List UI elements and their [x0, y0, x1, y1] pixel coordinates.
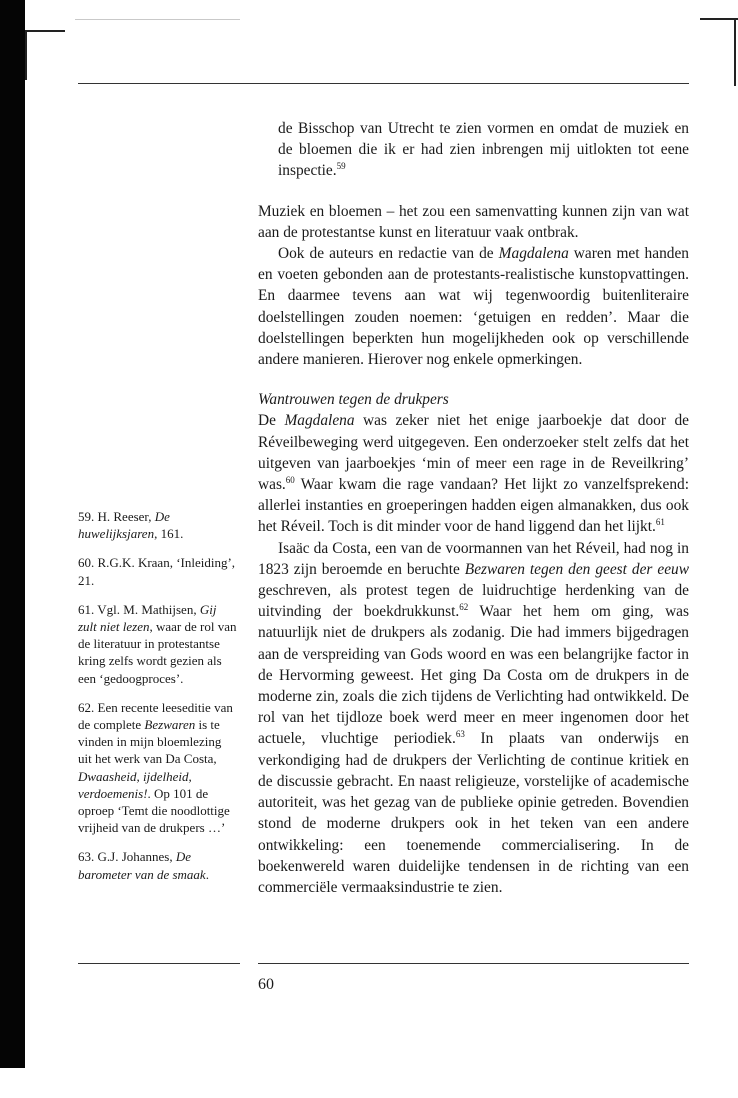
paragraph-muziek: Muziek en bloemen – het zou een samenvatting kunnen zijn van wat aan de protestantse kunst en literatuur vaak ontbrak. — [258, 202, 689, 241]
margin-footnotes — [78, 508, 238, 895]
footnote-63: 63. G.J. Johannes, De barometer van de smaak. — [78, 849, 209, 882]
faint-top-line — [75, 19, 240, 20]
block-quote: de Bisschop van Utrecht te zien vormen en omdat de muziek en de bloemen die ik er had zien inbrengen mij uitlokten tot eene inspectie.$^{59}$ — [278, 120, 689, 180]
scan-black-edge — [0, 0, 25, 1068]
footnote-59: 59. H. Reeser, De huwelijksjaren, 161. — [78, 509, 184, 542]
footnote-ref-63: 63 — [455, 729, 465, 740]
footnote-ref-62: 62 — [459, 602, 469, 613]
main-text-column — [258, 118, 689, 898]
footnote-61: 61. Vgl. M. Mathijsen, Gij zult niet lezen, waar de rol van de literatuur in protestantse kring zelfs wordt gezien als een ‘gedoogproces’. — [78, 601, 237, 686]
footnote-ref-60: 60 — [285, 474, 295, 485]
footer-rule-right — [258, 963, 689, 964]
paragraph-magdalena: De Magdalena was zeker niet het enige jaarboekje dat door de Réveilbeweging werd uitgegeven. Een onderzoeker stelt zelfs dat het uitgeven van jaarboekjes ‘min of meer een rage in de Reveilkring’ was.$^{60}$ Waar kwam die rage vandaan? Het lijkt zo vanzelfsprekend: allerlei instanties en groeperingen hadden eigen almanakken, dus ook het Réveil. Toch is dit minder voor de hand liggend dan het lijkt.$^{61}$ — [258, 412, 689, 536]
footnote-60: 60. R.G.K. Kraan, ‘Inleiding’, 21. — [78, 555, 236, 588]
footnote-62: 62. Een recente leeseditie van de complete Bezwaren is te vinden in mijn bloemlezing uit het werk van Da Costa, Dwaasheid, ijdelheid, verdoemenis!. Op 101 de oproep ‘Temt die noodlottige vrijheid van de drukpers …’ — [78, 699, 233, 836]
footnote-ref-61: 61 — [655, 517, 665, 528]
footnote-ref-59: 59 — [336, 161, 346, 172]
page-number: 60 — [258, 976, 274, 993]
header-rule — [78, 83, 689, 84]
crop-mark-top-left — [25, 30, 70, 1098]
footer-rule-left — [78, 963, 240, 964]
crop-mark-top-right — [698, 18, 738, 88]
paragraph-auteurs: Ook de auteurs en redactie van de Magdalena waren met handen en voeten gebonden aan de protestants-realistische kunstopvattingen. En daarmee tevens aan wat wij tegenwoordig buitenliteraire doelstellingen zouden noemen: ‘getuigen en redden’. Maar die doelstellingen beperkten hun mogelijkheden ook op verschillende andere manieren. Hierover nog enkele opmerkingen. — [258, 245, 689, 369]
paragraph-da-costa: Isaäc da Costa, een van de voormannen van het Réveil, had nog in 1823 zijn beroemde en beruchte Bezwaren tegen den geest der eeuw geschreven, als protest tegen de luidruchtige herdenking van de uitvinding der boekdrukkunst.$^{62}$ Waar het hem om ging, was natuurlijk niet de drukpers als zodanig. Die had immers bijgedragen aan de verspreiding van Gods woord en was een belangrijke factor in de Hervorming geweest. Het ging Da Costa om de drukpers in de moderne zin, zoals die zich tijdens de Verlichting had ontwikkeld. De rol van het tijdloze boek werd meer en meer ingenomen door het actuele, vluchtige periodiek.$^{63}$ In plaats van onderwijs en verkondiging had de drukpers der Verlichting de continue kritiek en de discussie gebracht. En naast religieuze, vorstelijke of academische autoriteit, was het gezag van de publieke opinie getreden. Bovendien stond de moderne drukpers ook in het teken van een andere ontwikkeling: een toenemende commercialisering. In de boekenwereld waren duidelijke tendensen in de richting van een commerciële vermaaksindustrie te zien. — [258, 539, 690, 896]
section-heading: Wantrouwen tegen de drukpers — [258, 391, 449, 409]
